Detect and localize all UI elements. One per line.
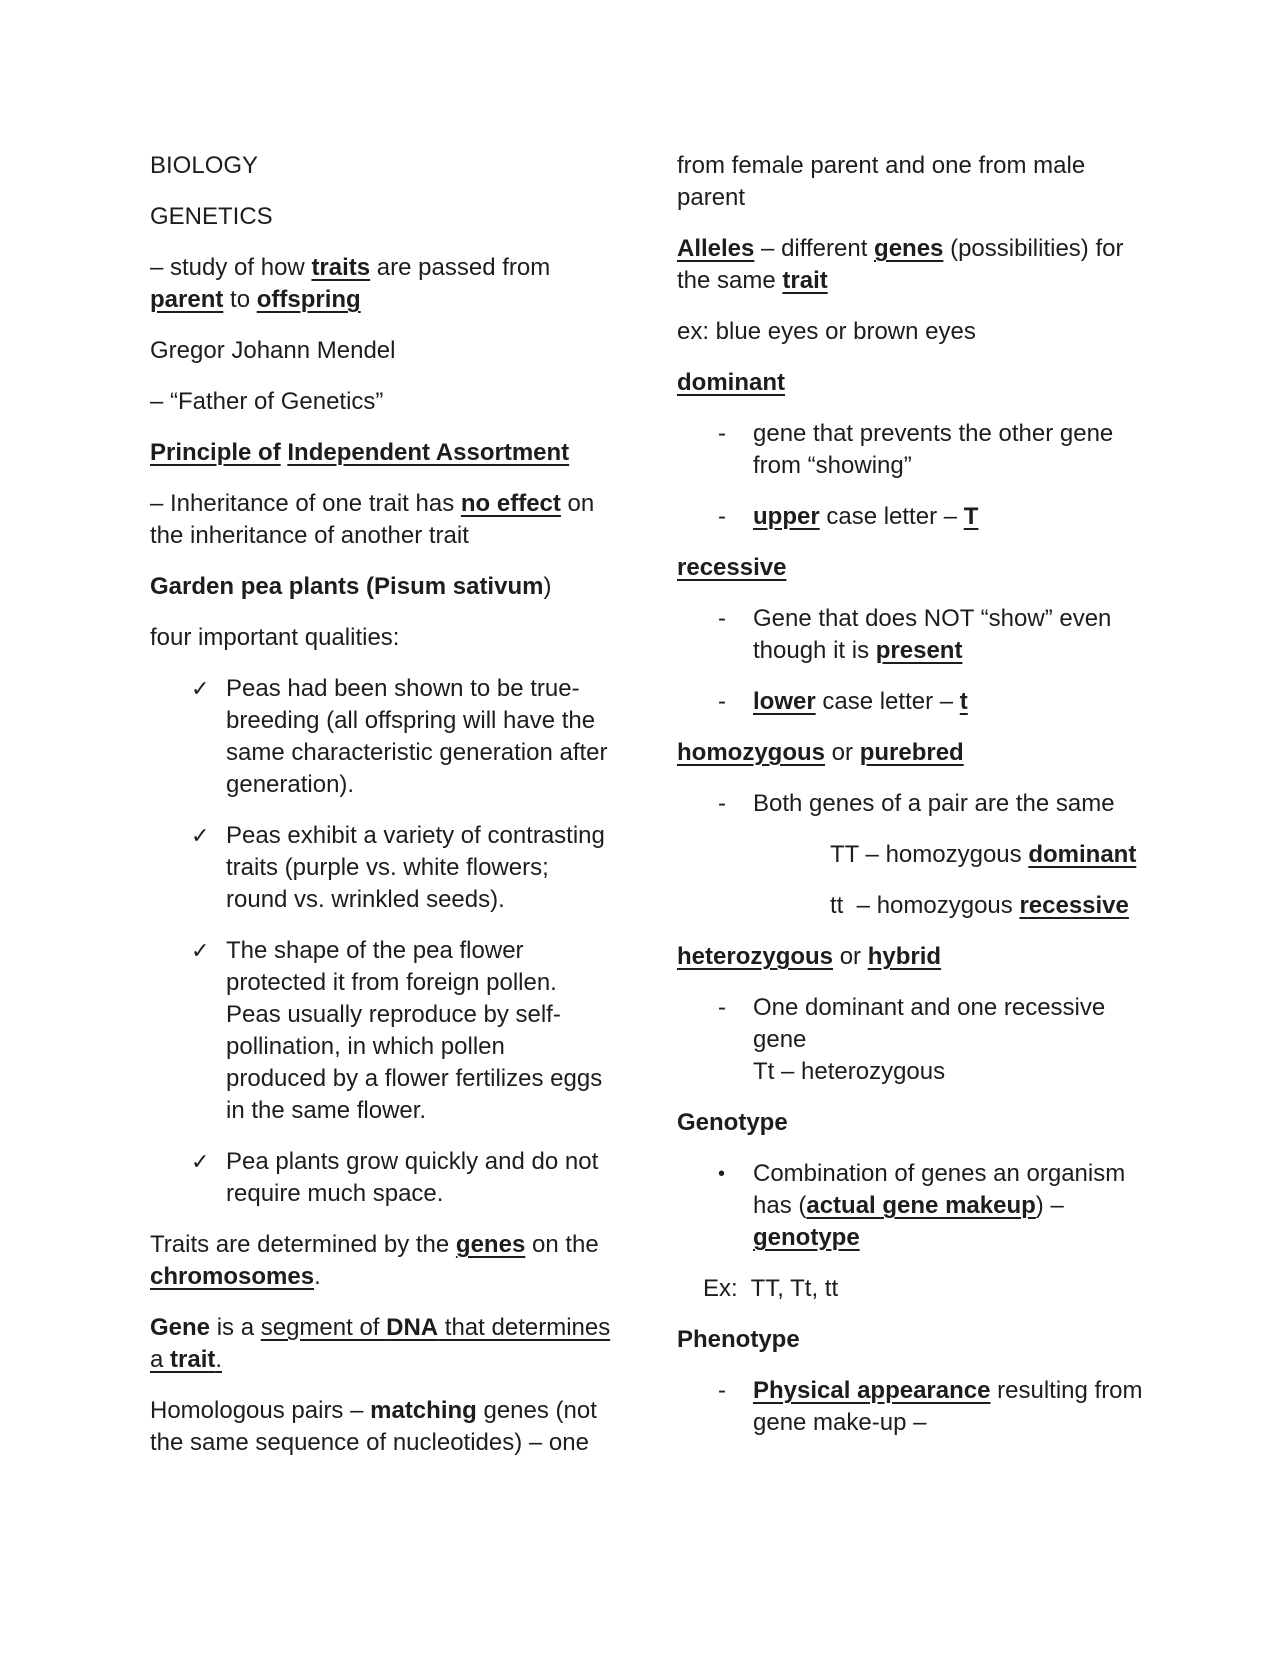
text-run: The shape of the pea flower (226, 937, 524, 964)
text-run: – study of how (150, 254, 312, 281)
text-run: Alleles (677, 235, 755, 262)
text-run: BIOLOGY (150, 152, 259, 179)
text-run: . (314, 1263, 321, 1290)
text-run: require much space. (226, 1180, 444, 1207)
text-run: chromosomes (150, 1263, 315, 1290)
text-run: traits (311, 254, 371, 281)
text-run: matching (370, 1397, 477, 1424)
dash-bullet: - (718, 994, 726, 1021)
text-run: trait (170, 1346, 216, 1373)
paragraph-genotype-example (677, 1273, 1107, 1305)
text-run: segment of (260, 1314, 387, 1341)
text-run: a (150, 1346, 171, 1373)
paragraph-mendel (150, 335, 593, 367)
text-run: TT – homozygous (830, 841, 1029, 868)
text-run: DNA (386, 1314, 439, 1341)
text-run: parent (677, 184, 746, 211)
text-run: resulting from (990, 1377, 1143, 1404)
text-run: case letter – (815, 688, 960, 715)
text-run: from “showing” (753, 452, 912, 479)
text-run: on the (525, 1231, 599, 1258)
text-run: to (223, 286, 257, 313)
text-run: produced by a flower fertilizes eggs (226, 1065, 603, 1092)
text-run: though it is (753, 637, 876, 664)
text-run: or (833, 943, 868, 970)
heading-independent-assortment (150, 437, 593, 469)
paragraph-from-parents (677, 150, 1107, 214)
text-run: Peas had been shown to be true- (226, 675, 580, 702)
text-run: traits (purple vs. white flowers; (226, 854, 549, 881)
text-run: genes (455, 1231, 526, 1258)
list-item-grow-quickly (150, 1146, 599, 1210)
heading-genotype (677, 1107, 1107, 1139)
paragraph-eye-example (677, 316, 1107, 348)
text-run: T (963, 503, 979, 530)
text-run: . (215, 1346, 223, 1373)
text-run: the same (677, 267, 783, 294)
text-run: Pea plants grow quickly and do not (226, 1148, 599, 1175)
paragraph-gene-definition (150, 1312, 611, 1376)
text-run: GENETICS (150, 203, 273, 230)
text-run: Gene (150, 1314, 211, 1341)
text-run: Peas usually reproduce by self- (226, 1001, 561, 1028)
text-run: in the same flower. (226, 1097, 427, 1124)
text-run: is a (210, 1314, 261, 1341)
text-run: trait (782, 267, 828, 294)
text-run: generation). (226, 771, 355, 798)
heading-phenotype (677, 1324, 1107, 1356)
left-column (150, 150, 611, 1478)
text-run: Principle of (150, 439, 281, 466)
text-run: case letter – (819, 503, 964, 530)
dash-bullet: - (718, 688, 726, 715)
heading-homozygous (677, 737, 1107, 769)
text-run: pollination, in which pollen (226, 1033, 505, 1060)
dash-bullet: - (718, 605, 726, 632)
paragraph-alleles (677, 233, 1124, 297)
paragraph-four-qualities (150, 622, 593, 654)
text-run: Gregor Johann Mendel (150, 337, 396, 364)
heading-recessive (677, 552, 1107, 584)
text-run: present (875, 637, 963, 664)
paragraph-genetics-definition (150, 252, 593, 316)
text-run: ) – (1035, 1192, 1064, 1219)
text-run: four important qualities: (150, 624, 400, 651)
text-run: breeding (all offspring will have the (226, 707, 596, 734)
text-run: hybrid (867, 943, 942, 970)
text-run: Homologous pairs – (150, 1397, 371, 1424)
text-run: Phenotype (677, 1326, 800, 1353)
dot-bullet: • (718, 1163, 726, 1185)
paragraph-tt-recessive (677, 890, 1129, 922)
list-item-upper-case (677, 501, 1107, 533)
text-run: Genotype (677, 1109, 788, 1136)
paragraph-traits-genes (150, 1229, 599, 1293)
text-run: Ex: TT, Tt, tt (703, 1275, 839, 1302)
text-run: are passed from (370, 254, 551, 281)
text-run: round vs. wrinkled seeds). (226, 886, 505, 913)
text-run: protected it from foreign pollen. (226, 969, 557, 996)
text-run: ) (543, 573, 552, 600)
text-run: same characteristic generation after (226, 739, 608, 766)
text-run: gene that prevents the other gene (753, 420, 1114, 447)
heading-garden-pea-plants (150, 571, 593, 603)
paragraph-tt-dominant (677, 839, 1137, 871)
text-run: upper (753, 503, 820, 530)
text-run: the inheritance of another trait (150, 522, 469, 549)
text-run: Physical appearance (753, 1377, 991, 1404)
text-run: lower (753, 688, 816, 715)
list-item-recessive-definition (677, 603, 1112, 667)
text-run: has ( (753, 1192, 807, 1219)
text-run: gene (753, 1026, 807, 1053)
text-run: Garden pea plants (Pisum sativum (150, 573, 544, 600)
text-run: – “Father of Genetics” (150, 388, 384, 415)
text-run: – different (754, 235, 875, 262)
list-item-genotype-definition (677, 1158, 1126, 1254)
text-run: t (959, 688, 968, 715)
text-run: on (560, 490, 595, 517)
text-run: One dominant and one recessive (753, 994, 1106, 1021)
text-run: – Inheritance of one trait has (150, 490, 461, 517)
text-run: recessive (677, 554, 787, 581)
text-run: Traits are determined by the (150, 1231, 456, 1258)
text-run: parent (150, 286, 224, 313)
text-run: the same sequence of nucleotides) – one (150, 1429, 589, 1456)
paragraph-genetics (150, 201, 593, 233)
dash-bullet: - (718, 420, 726, 447)
checkmark-icon: ✓ (191, 1149, 210, 1174)
list-item-contrasting-traits (150, 820, 605, 916)
list-item-true-breeding (150, 673, 608, 801)
text-run: offspring (256, 286, 361, 313)
text-run: heterozygous (677, 943, 834, 970)
paragraph-homologous-pairs (150, 1395, 597, 1459)
text-run: genes (874, 235, 944, 262)
dash-bullet: - (718, 1377, 726, 1404)
text-run: gene make-up – (753, 1409, 927, 1436)
list-item-dominant-definition (677, 418, 1114, 482)
list-item-phenotype-definition (677, 1375, 1143, 1439)
paragraph-father-of-genetics (150, 386, 593, 418)
text-run: Both genes of a pair are the same (753, 790, 1115, 817)
text-run: Gene that does NOT “show” even (753, 605, 1112, 632)
text-run: tt – homozygous (830, 892, 1020, 919)
checkmark-icon: ✓ (191, 676, 210, 701)
text-run: Independent Assortment (287, 439, 570, 466)
heading-heterozygous (677, 941, 1107, 973)
dash-bullet: - (718, 503, 726, 530)
checkmark-icon: ✓ (191, 938, 210, 963)
paragraph-biology (150, 150, 593, 182)
list-item-one-dominant-one-recessive (677, 992, 1107, 1088)
right-column (677, 150, 1143, 1478)
text-run: genes (not (476, 1397, 597, 1424)
text-run: (possibilities) for (943, 235, 1124, 262)
text-run: from female parent and one from male (677, 152, 1086, 179)
text-run: Combination of genes an organism (753, 1160, 1126, 1187)
text-run: no effect (460, 490, 561, 517)
paragraph-inheritance (150, 488, 593, 552)
text-run: ex: blue eyes or brown eyes (677, 318, 976, 345)
checkmark-icon: ✓ (191, 823, 210, 848)
text-run: dominant (1028, 841, 1137, 868)
text-run: dominant (677, 369, 785, 396)
text-run: or (825, 739, 860, 766)
dash-bullet: - (718, 790, 726, 817)
text-run: homozygous (677, 739, 825, 766)
heading-dominant (677, 367, 1107, 399)
list-item-flower-shape (150, 935, 603, 1127)
text-run: Peas exhibit a variety of contrasting (226, 822, 605, 849)
text-run: genotype (753, 1224, 860, 1251)
text-run: recessive (1019, 892, 1129, 919)
text-run: purebred (859, 739, 964, 766)
list-item-both-genes-same (677, 788, 1115, 820)
text-run: Tt – heterozygous (753, 1058, 946, 1085)
list-item-lower-case (677, 686, 1107, 718)
text-run: that determines (438, 1314, 611, 1341)
text-run: actual gene makeup (806, 1192, 1036, 1219)
